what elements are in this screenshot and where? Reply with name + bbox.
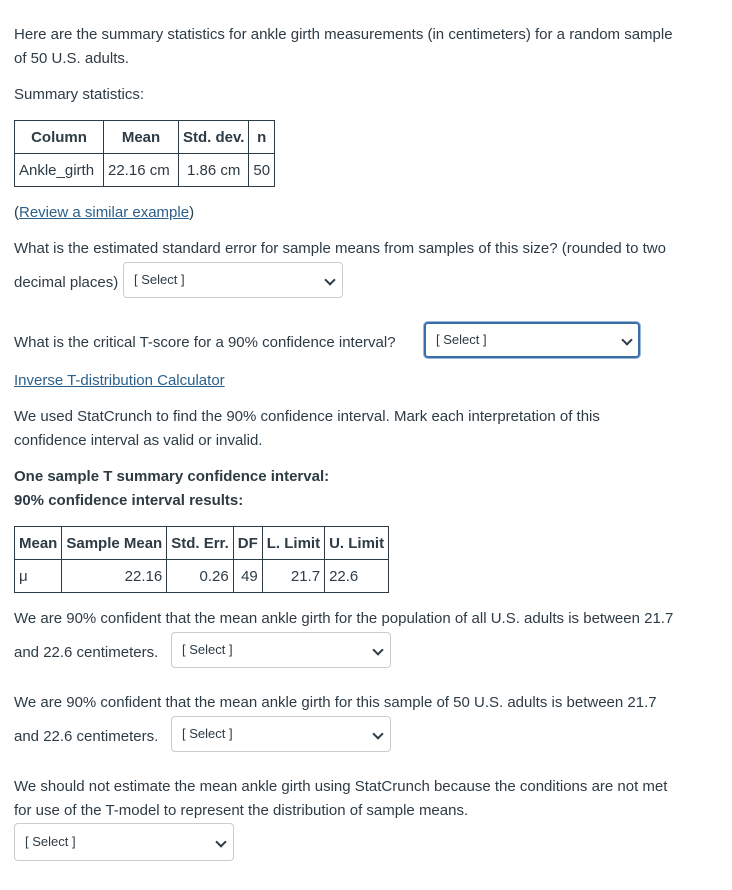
table-header-cell: DF	[233, 527, 262, 560]
sample-interpretation-select[interactable]	[171, 716, 391, 752]
table-cell: 0.26	[167, 560, 234, 593]
table-cell: 1.86 cm	[179, 154, 249, 187]
s2-line-1: We are 90% confident that the mean ankle girth for this sample of 50 U.S. adults is between 21.7	[14, 694, 657, 711]
ci-heading-line-1: One sample T summary confidence interval:	[14, 468, 330, 485]
review-similar-example-link[interactable]: Review a similar example	[19, 204, 190, 221]
table-header-cell: Mean	[15, 527, 62, 560]
chevron-down-icon	[372, 728, 383, 739]
s3-line-1: We should not estimate the mean ankle girth using StatCrunch because the conditions are not met	[14, 778, 668, 795]
s3-line-2: for use of the T-model to represent the distribution of sample means.	[14, 802, 469, 819]
standard-error-select[interactable]	[123, 262, 343, 298]
chevron-down-icon	[621, 334, 632, 345]
chevron-down-icon	[324, 274, 335, 285]
q1-line-2: decimal places)	[14, 274, 119, 291]
q2-text: What is the critical T-score for a 90% confidence interval?	[14, 334, 396, 351]
chevron-down-icon	[215, 836, 226, 847]
table-cell: 49	[233, 560, 262, 593]
table-row	[15, 154, 275, 187]
table-cell: 21.7	[262, 560, 324, 593]
select-value: [ Select ]	[182, 726, 233, 741]
table-header-cell: Std. dev.	[179, 121, 249, 154]
s1-line-1: We are 90% confident that the mean ankle girth for the population of all U.S. adults is between 21.7	[14, 610, 674, 627]
calculator-link-line	[14, 369, 225, 393]
critical-t-score-select[interactable]	[424, 322, 640, 358]
confidence-interval-table	[14, 526, 389, 593]
population-interpretation-select[interactable]	[171, 632, 391, 668]
inverse-t-calculator-link[interactable]: Inverse T-distribution Calculator	[14, 372, 225, 389]
review-paren-close: )	[189, 204, 195, 221]
table-header-cell: Mean	[104, 121, 179, 154]
summary-label: Summary statistics:	[14, 86, 145, 103]
table-row	[15, 560, 389, 593]
table-cell: 22.16	[62, 560, 167, 593]
table-cell: μ	[15, 560, 62, 593]
intro-line-1: Here are the summary statistics for ankle girth measurements (in centimeters) for a random sample	[14, 26, 673, 43]
conditions-interpretation-select[interactable]	[14, 823, 234, 861]
table-cell: Ankle_girth	[15, 154, 104, 187]
s2-line-2: and 22.6 centimeters.	[14, 728, 159, 745]
review-example-line	[14, 201, 194, 225]
select-value: [ Select ]	[436, 332, 487, 347]
intro-line-2: of 50 U.S. adults.	[14, 50, 130, 67]
review-paren-open: (	[14, 204, 19, 221]
chevron-down-icon	[372, 644, 383, 655]
select-value: [ Select ]	[25, 834, 76, 849]
table-cell: 22.6	[325, 560, 389, 593]
table-header-row	[15, 121, 275, 154]
table-header-cell: L. Limit	[262, 527, 324, 560]
table-header-cell: Sample Mean	[62, 527, 167, 560]
statcrunch-line-2: confidence interval as valid or invalid.	[14, 432, 263, 449]
table-header-cell: Std. Err.	[167, 527, 234, 560]
table-cell: 22.16 cm	[104, 154, 179, 187]
summary-statistics-table	[14, 120, 275, 187]
table-header-row	[15, 527, 389, 560]
table-cell: 50	[249, 154, 275, 187]
s1-line-2: and 22.6 centimeters.	[14, 644, 159, 661]
table-header-cell: n	[249, 121, 275, 154]
q1-line-1: What is the estimated standard error for sample means from samples of this size? (rounded to two	[14, 240, 666, 257]
table-header-cell: U. Limit	[325, 527, 389, 560]
ci-heading-line-2: 90% confidence interval results:	[14, 492, 244, 509]
select-value: [ Select ]	[134, 272, 185, 287]
select-value: [ Select ]	[182, 642, 233, 657]
statcrunch-line-1: We used StatCrunch to find the 90% confidence interval. Mark each interpretation of this	[14, 408, 600, 425]
table-header-cell: Column	[15, 121, 104, 154]
